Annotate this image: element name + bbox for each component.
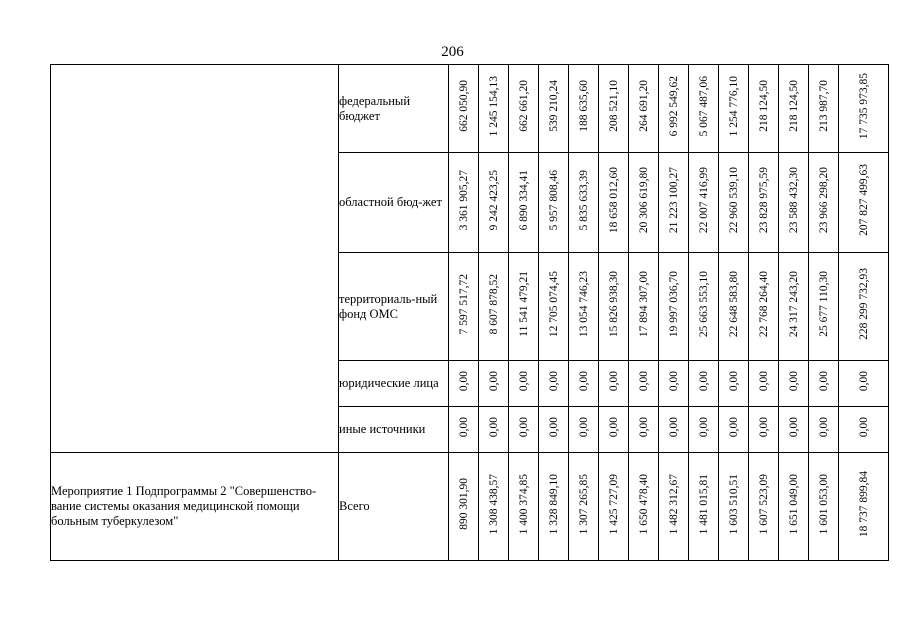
value-cell <box>689 453 719 561</box>
value-text: 6 890 334,41 <box>517 169 530 231</box>
value-text: 0,00 <box>817 416 830 438</box>
value-cell <box>569 253 599 361</box>
value-text: 7 597 517,72 <box>457 273 470 335</box>
value-cell <box>449 65 479 153</box>
value-text: 218 124,50 <box>757 80 770 132</box>
value-cell <box>629 253 659 361</box>
value-cell <box>719 253 749 361</box>
value-cell <box>599 153 629 253</box>
event-name-cell: Мероприятие 1 Подпрограммы 2 "Совершенство-вание системы оказания медицинской помощи больным туберкулезом" <box>51 453 339 561</box>
value-cell <box>659 253 689 361</box>
value-text: 0,00 <box>517 416 530 438</box>
value-text: 1 607 523,09 <box>757 473 770 535</box>
value-cell <box>479 153 509 253</box>
value-text: 1 328 849,10 <box>547 473 560 535</box>
value-cell <box>749 361 779 407</box>
value-cell <box>719 65 749 153</box>
value-text: 228 299 732,93 <box>857 268 870 340</box>
value-cell <box>839 407 889 453</box>
value-cell <box>509 361 539 407</box>
value-text: 0,00 <box>517 370 530 392</box>
value-text: 0,00 <box>667 370 680 392</box>
value-cell <box>629 453 659 561</box>
value-cell <box>599 65 629 153</box>
value-text: 3 361 905,27 <box>457 169 470 231</box>
value-text: 22 768 264,40 <box>757 270 770 338</box>
value-cell <box>479 253 509 361</box>
value-text: 1 307 265,85 <box>577 473 590 535</box>
funding-source-cell: Всего <box>339 453 449 561</box>
value-text: 1 481 015,81 <box>697 473 710 535</box>
event-name-cell <box>51 65 339 453</box>
value-text: 662 050,90 <box>457 80 470 132</box>
value-text: 6 992 549,62 <box>667 75 680 137</box>
value-text: 0,00 <box>547 370 560 392</box>
value-text: 218 124,50 <box>787 80 800 132</box>
value-text: 0,00 <box>817 370 830 392</box>
funding-source-cell: федеральный бюджет <box>339 65 449 153</box>
value-text: 1 254 776,10 <box>727 75 740 137</box>
value-cell <box>839 453 889 561</box>
value-text: 1 400 374,85 <box>517 473 530 535</box>
value-text: 25 663 553,10 <box>697 270 710 338</box>
value-text: 0,00 <box>637 370 650 392</box>
value-text: 22 960 539,10 <box>727 166 740 234</box>
value-text: 12 705 074,45 <box>547 270 560 338</box>
value-cell <box>749 153 779 253</box>
value-cell <box>629 407 659 453</box>
value-text: 208 521,10 <box>607 80 620 132</box>
value-text: 0,00 <box>457 370 470 392</box>
value-cell <box>539 453 569 561</box>
value-text: 18 737 899,84 <box>857 470 870 538</box>
value-cell <box>839 253 889 361</box>
value-text: 23 966 298,20 <box>817 166 830 234</box>
value-text: 213 987,70 <box>817 80 830 132</box>
value-text: 188 635,60 <box>577 80 590 132</box>
value-text: 0,00 <box>547 416 560 438</box>
value-cell <box>809 361 839 407</box>
value-cell <box>539 153 569 253</box>
value-text: 20 306 619,80 <box>637 166 650 234</box>
value-text: 15 826 938,30 <box>607 270 620 338</box>
value-cell <box>659 407 689 453</box>
value-cell <box>839 361 889 407</box>
value-cell <box>779 407 809 453</box>
value-cell <box>449 407 479 453</box>
value-text: 0,00 <box>697 370 710 392</box>
value-text: 22 648 583,80 <box>727 270 740 338</box>
value-cell <box>779 453 809 561</box>
value-text: 5 957 808,46 <box>547 169 560 231</box>
value-cell <box>779 253 809 361</box>
value-cell <box>689 361 719 407</box>
value-text: 0,00 <box>727 416 740 438</box>
value-cell <box>509 253 539 361</box>
value-cell <box>719 453 749 561</box>
value-cell <box>689 153 719 253</box>
value-text: 0,00 <box>757 370 770 392</box>
value-cell <box>449 453 479 561</box>
value-text: 17 735 973,85 <box>857 72 870 140</box>
value-text: 0,00 <box>697 416 710 438</box>
value-cell <box>779 361 809 407</box>
value-text: 1 601 053,00 <box>817 473 830 535</box>
value-text: 11 541 479,21 <box>517 271 530 337</box>
funding-source-cell: юридические лица <box>339 361 449 407</box>
value-text: 24 317 243,20 <box>787 270 800 338</box>
value-cell <box>479 65 509 153</box>
value-cell <box>809 153 839 253</box>
value-text: 0,00 <box>787 416 800 438</box>
value-cell <box>779 65 809 153</box>
value-text: 890 301,90 <box>457 478 470 530</box>
value-cell <box>689 253 719 361</box>
value-text: 0,00 <box>577 370 590 392</box>
value-cell <box>749 65 779 153</box>
value-text: 0,00 <box>727 370 740 392</box>
value-text: 0,00 <box>577 416 590 438</box>
page-number: 206 <box>441 44 464 60</box>
value-cell <box>479 407 509 453</box>
value-text: 0,00 <box>607 416 620 438</box>
value-cell <box>509 153 539 253</box>
value-text: 539 210,24 <box>547 80 560 132</box>
value-cell <box>629 153 659 253</box>
value-cell <box>809 65 839 153</box>
value-cell <box>719 407 749 453</box>
funding-table <box>50 64 889 561</box>
value-cell <box>569 407 599 453</box>
value-text: 0,00 <box>787 370 800 392</box>
value-cell <box>659 65 689 153</box>
funding-source-cell: областной бюд-жет <box>339 153 449 253</box>
value-cell <box>779 153 809 253</box>
value-cell <box>539 361 569 407</box>
table-row <box>51 453 889 561</box>
funding-source-cell: территориаль-ный фонд ОМС <box>339 253 449 361</box>
value-cell <box>719 153 749 253</box>
value-text: 22 007 416,99 <box>697 166 710 234</box>
value-cell <box>629 65 659 153</box>
value-text: 264 691,20 <box>637 80 650 132</box>
value-text: 1 651 049,00 <box>787 473 800 535</box>
value-cell <box>539 65 569 153</box>
value-text: 9 242 423,25 <box>487 169 500 231</box>
value-cell <box>539 253 569 361</box>
value-cell <box>749 453 779 561</box>
value-cell <box>839 65 889 153</box>
value-cell <box>479 361 509 407</box>
value-text: 1 245 154,13 <box>487 75 500 137</box>
funding-source-cell: иные источники <box>339 407 449 453</box>
value-cell <box>839 153 889 253</box>
value-text: 207 827 499,63 <box>857 164 870 236</box>
value-cell <box>509 453 539 561</box>
value-cell <box>569 153 599 253</box>
value-cell <box>599 407 629 453</box>
value-text: 1 308 438,57 <box>487 473 500 535</box>
value-text: 8 607 878,52 <box>487 273 500 335</box>
value-cell <box>509 65 539 153</box>
value-cell <box>689 65 719 153</box>
value-text: 0,00 <box>457 416 470 438</box>
value-cell <box>569 453 599 561</box>
value-cell <box>809 407 839 453</box>
value-cell <box>449 153 479 253</box>
value-text: 21 223 100,27 <box>667 166 680 234</box>
value-text: 662 661,20 <box>517 80 530 132</box>
value-cell <box>449 253 479 361</box>
value-text: 13 054 746,23 <box>577 270 590 338</box>
value-text: 1 650 478,40 <box>637 473 650 535</box>
value-text: 0,00 <box>757 416 770 438</box>
value-cell <box>539 407 569 453</box>
value-cell <box>719 361 749 407</box>
value-cell <box>659 361 689 407</box>
value-text: 0,00 <box>857 416 870 438</box>
value-cell <box>659 153 689 253</box>
value-cell <box>809 253 839 361</box>
value-text: 23 588 432,30 <box>787 166 800 234</box>
value-text: 5 067 487,06 <box>697 75 710 137</box>
value-cell <box>599 361 629 407</box>
value-cell <box>569 361 599 407</box>
value-text: 0,00 <box>667 416 680 438</box>
value-cell <box>599 253 629 361</box>
value-text: 18 658 012,60 <box>607 166 620 234</box>
value-cell <box>449 361 479 407</box>
value-cell <box>689 407 719 453</box>
value-cell <box>809 453 839 561</box>
value-text: 23 828 975,59 <box>757 166 770 234</box>
value-text: 5 835 633,39 <box>577 169 590 231</box>
value-cell <box>509 407 539 453</box>
value-cell <box>479 453 509 561</box>
value-cell <box>659 453 689 561</box>
value-text: 1 425 727,09 <box>607 473 620 535</box>
value-cell <box>749 407 779 453</box>
table-row <box>51 65 889 153</box>
value-cell <box>599 453 629 561</box>
value-text: 0,00 <box>487 370 500 392</box>
value-cell <box>629 361 659 407</box>
value-text: 25 677 110,30 <box>817 271 830 337</box>
value-text: 0,00 <box>487 416 500 438</box>
value-text: 1 603 510,51 <box>727 473 740 535</box>
value-text: 19 997 036,70 <box>667 270 680 338</box>
value-text: 0,00 <box>607 370 620 392</box>
value-text: 0,00 <box>857 370 870 392</box>
value-cell <box>749 253 779 361</box>
value-cell <box>569 65 599 153</box>
value-text: 0,00 <box>637 416 650 438</box>
value-text: 1 482 312,67 <box>667 473 680 535</box>
value-text: 17 894 307,00 <box>637 270 650 338</box>
